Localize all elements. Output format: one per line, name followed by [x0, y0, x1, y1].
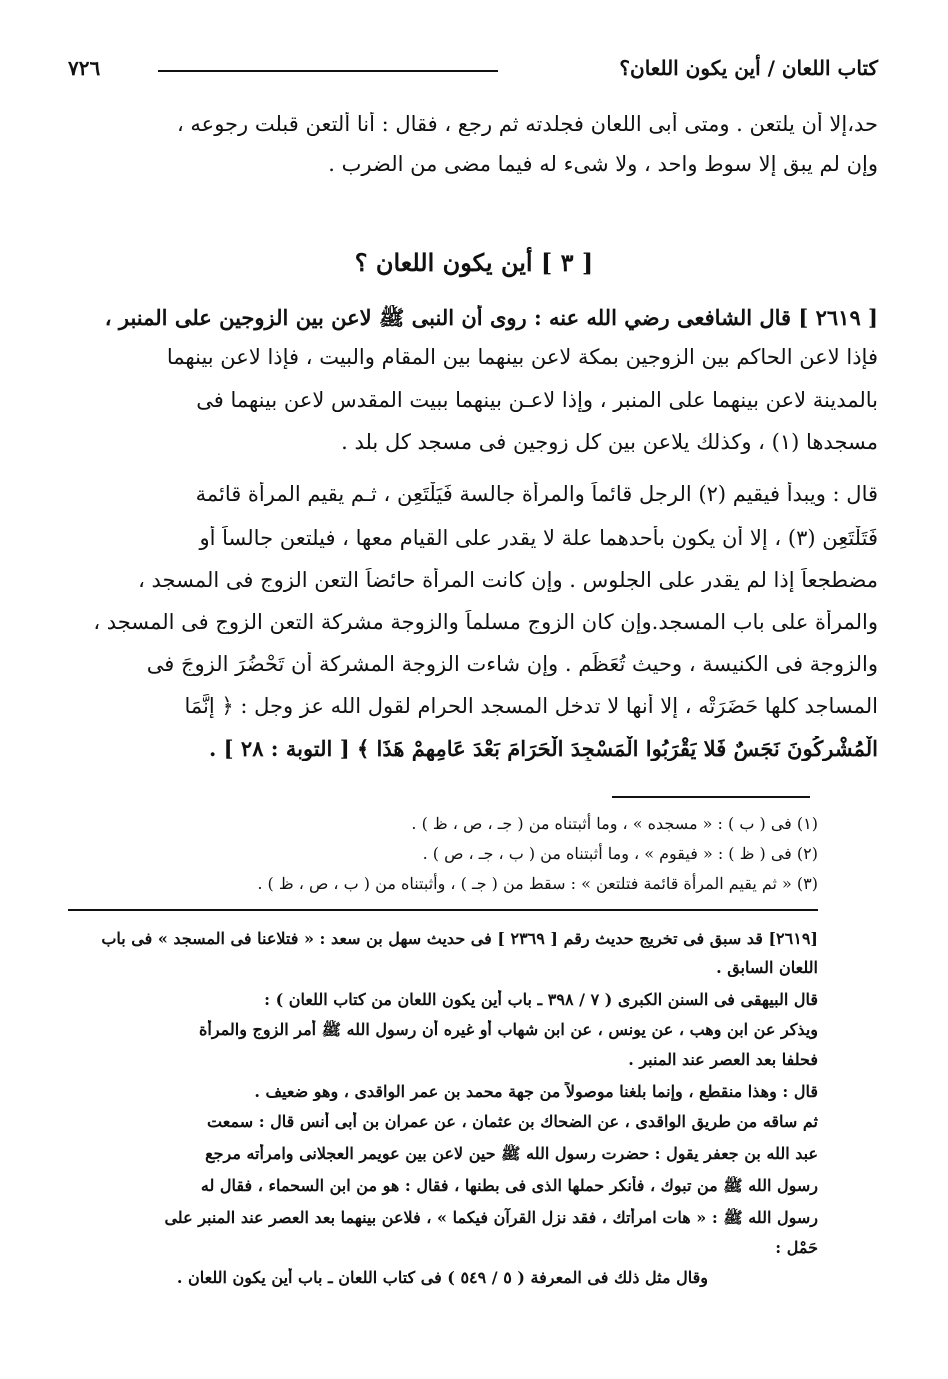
intro-line: حد،إلا أن يلتعن . ومتى أبى اللعان فجلدته ثم رجع ، فقال : أنا ألتعن قبلت رجوعه ، — [176, 112, 878, 136]
paragraph-line: والزوجة فى الكنيسة ، وحيث تُعَظِّم . وإن شاءت الزوجة المشركة أن تَحْضُرَ الزوجَ فى — [146, 652, 878, 676]
footnote: (٣) « ثم يقيم المرأة قائمة فتلتعن » : سقط من ( جـ ) ، وأثبتناه من ( ب ، ص ، ظ ) . — [257, 874, 818, 893]
footnote: (٢) فى ( ظ ) : « فيقوم » ، وما أثبتناه من ( ب ، جـ ، ص ) . — [422, 844, 818, 863]
footnote: (١) فى ( ب ) : « مسجده » ، وما أثبتناه من ( جـ ، ص ، ظ ) . — [411, 814, 818, 833]
page-header — [68, 56, 878, 86]
takhrij-rule — [68, 909, 818, 911]
paragraph-line: قال : ويبدأ فيقيم (٢) الرجل قائماً والمرأة جالسة فَيَلْتَعِن ، ثـم يقيم المرأة قائمة — [195, 482, 878, 506]
takhrij-line: فحلفا بعد العصر عند المنبر . — [628, 1050, 818, 1069]
takhrij-line: عبد الله بن جعفر يقول : حضرت رسول الله ﷺ حين لاعن بين عويمر العجلانى وامرأته مرجع — [205, 1144, 818, 1163]
paragraph-line: فَتَلْتَعِن (٣) ، إلا أن يكون بأحدهما علة لا يقدر على القيام معها ، فيلتعن جالساً أو — [199, 526, 878, 550]
paragraph-line: مضطجعاً إذا لم يقدر على الجلوس . وإن كانت المرأة حائضاً التعن الزوج فى المسجد ، — [138, 568, 878, 592]
paragraph-line: فإذا لاعن الحاكم بين الزوجين بمكة لاعن بينهما بين المقام والبيت ، فإذا لاعن بينهما — [166, 345, 878, 369]
paragraph-line: والمرأة على باب المسجد.وإن كان الزوج مسلماً والزوجة مشركة التعن الزوج فى المسجد ، — [93, 610, 878, 634]
takhrij-line: ويذكر عن ابن وهب ، عن يونس ، عن ابن شهاب أو غيره أن رسول الله ﷺ أمر الزوج والمرأة — [198, 1020, 818, 1039]
takhrij-line: [٢٦١٩] قد سبق فى تخريج حديث رقم [ ٢٣٦٩ ] فى حديث سهل بن سعد : « فتلاعنا فى المسجد » فى باب — [101, 929, 818, 948]
takhrij-line: وقال مثل ذلك فى المعرفة ( ٥ / ٥٤٩ ) فى كتاب اللعان ـ باب أين يكون اللعان . — [176, 1268, 708, 1287]
takhrij-line: حَمْل : — [775, 1238, 818, 1257]
paragraph-line: بالمدينة لاعن بينهما على المنبر ، وإذا لاعـن بينهما ببيت المقدس لاعن بينهما فى — [196, 388, 878, 412]
takhrij-line: رسول الله ﷺ من تبوك ، فأنكر حملها الذى فى بطنها ، فقال : هو من ابن السحماء ، فقال له — [200, 1176, 818, 1195]
running-title: كتاب اللعان / أين يكون اللعان؟ — [619, 56, 878, 80]
paragraph-line: المساجد كلها حَضَرَتْه ، إلا أنها لا تدخل المسجد الحرام لقول الله عز وجل : ﴿ إِنَّمَا — [184, 694, 878, 718]
takhrij-line: اللعان السابق . — [716, 958, 818, 977]
section-title: [ ٣ ] أين يكون اللعان ؟ — [354, 248, 594, 277]
takhrij-line: قال : وهذا منقطع ، وإنما بلغنا موصولاً من جهة محمد بن عمر الواقدى ، وهو ضعيف . — [254, 1082, 818, 1101]
takhrij-line: رسول الله ﷺ : « هات امرأتك ، فقد نزل القرآن فيكما » ، فلاعن بينهما بعد العصر عند المنبر على — [164, 1208, 818, 1227]
takhrij-line: قال البيهقى فى السنن الكبرى ( ٧ / ٣٩٨ ـ باب أين يكون اللعان من كتاب اللعان ) : — [264, 990, 818, 1009]
takhrij-line: ثم ساقه من طريق الواقدى ، عن الضحاك بن عثمان ، عن عمران بن أبى أنس قال : سمعت — [207, 1112, 818, 1131]
paragraph-line: مسجدها (١) ، وكذلك يلاعن بين كل زوجين فى مسجد كل بلد . — [341, 430, 878, 454]
header-rule — [158, 70, 498, 72]
paragraph-line: [ ٢٦١٩ ] قال الشافعى رضي الله عنه : روى أن النبى ﷺ لاعن بين الزوجين على المنبر ، — [104, 305, 878, 330]
quran-verse-line: الْمُشْرِكُونَ نَجَسٌ فَلا يَقْرَبُوا الْمَسْجِدَ الْحَرَامَ بَعْدَ عَامِهِمْ هَذَا ﴾ [ التوبة : ٢٨ ] . — [209, 736, 878, 761]
footnote-rule — [612, 796, 810, 798]
page-number: ٧٢٦ — [68, 56, 101, 80]
intro-line: وإن لم يبق إلا سوط واحد ، ولا شىء له فيما مضى من الضرب . — [328, 152, 878, 176]
